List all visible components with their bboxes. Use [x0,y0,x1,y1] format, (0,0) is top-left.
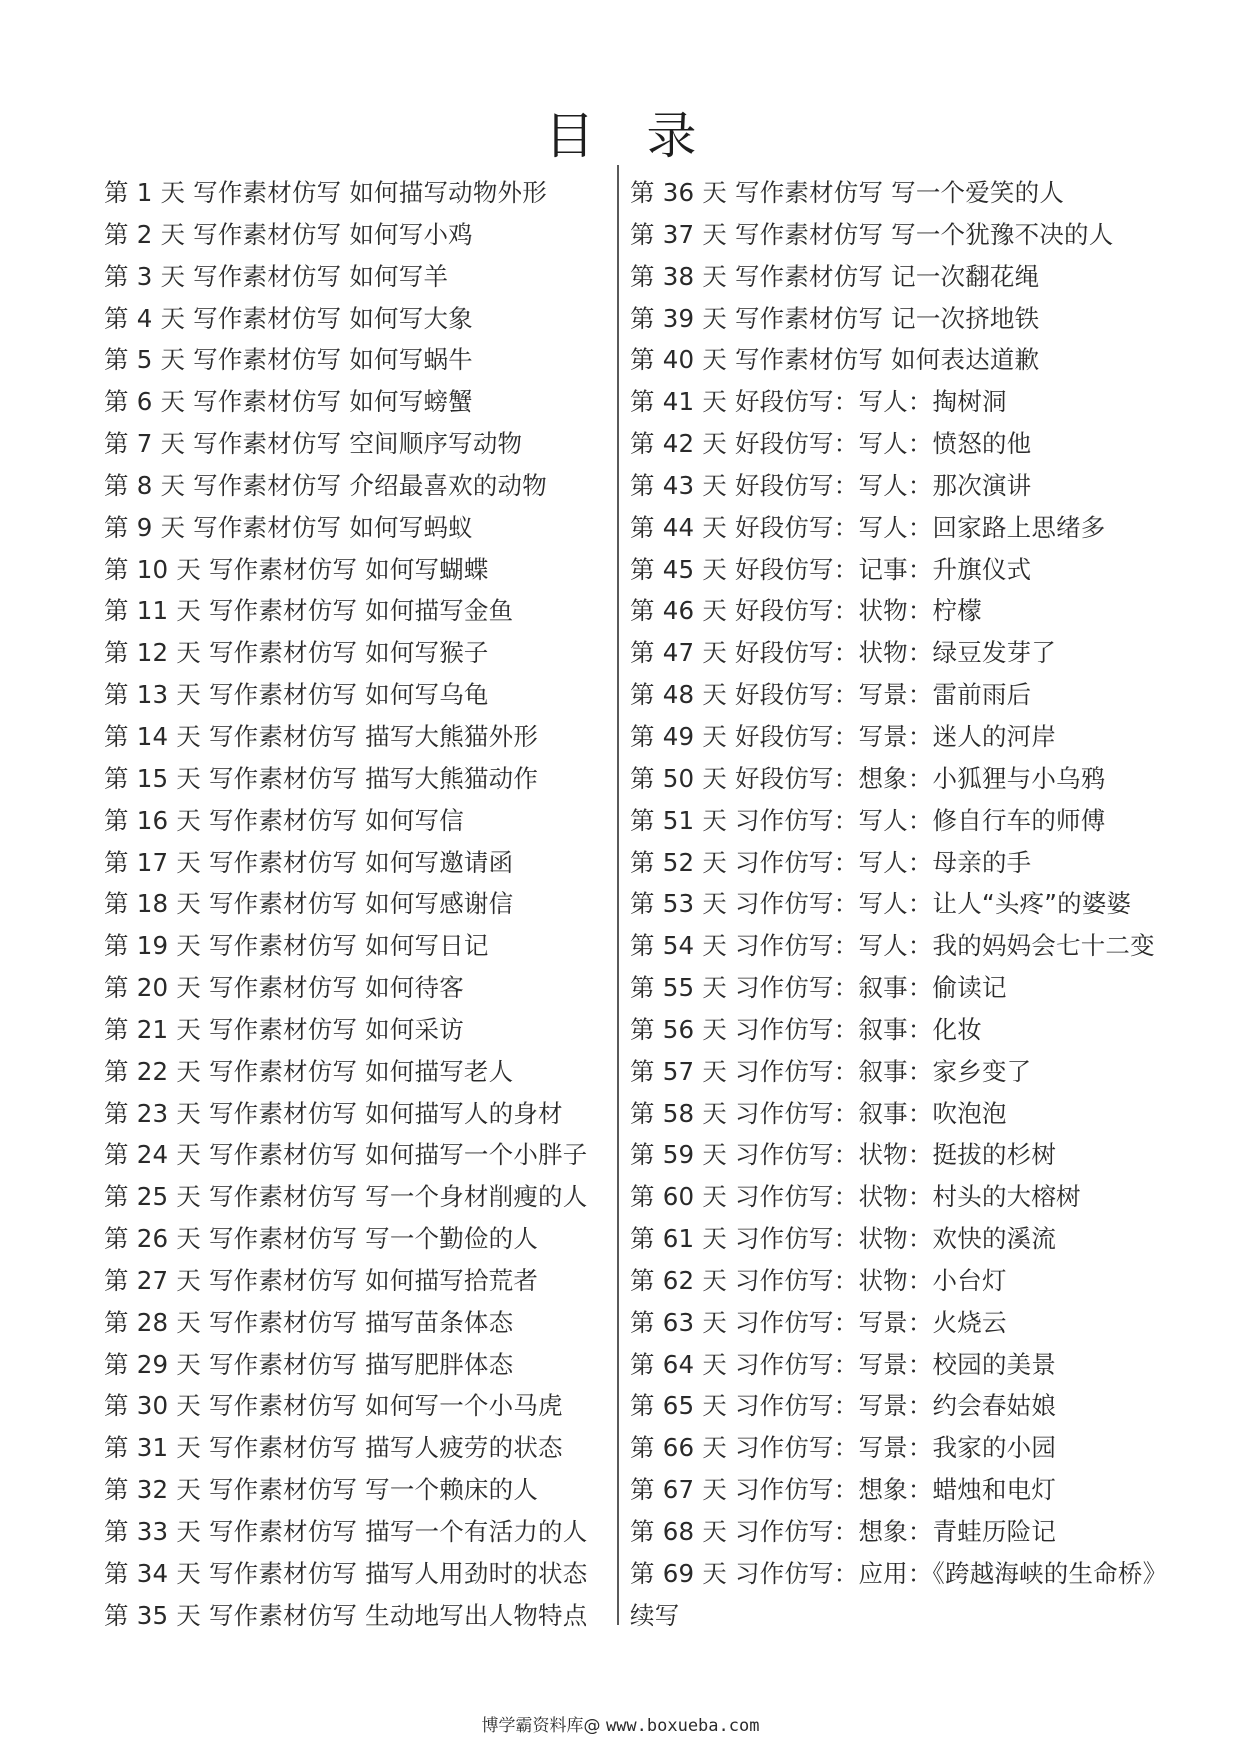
toc-entry: 第 37 天 写作素材仿写 写一个犹豫不决的人 [630,219,1114,249]
toc-entry: 第 45 天 好段仿写：记事：升旗仪式 [630,554,1032,584]
column-divider [617,165,619,1625]
toc-entry: 第 68 天 习作仿写：想象：青蛙历险记 [630,1517,1057,1546]
toc-entry: 第 42 天 好段仿写：写人：愤怒的他 [630,429,1032,459]
toc-entry: 第 54 天 习作仿写：写人：我的妈妈会七十二变 [630,931,1155,961]
toc-entry: 第 61 天 习作仿写：状物：欢快的溪流 [630,1224,1057,1254]
toc-entry: 第 19 天 写作素材仿写 如何写日记 [104,931,489,961]
toc-entry: 第 5 天 写作素材仿写 如何写蜗牛 [104,345,473,375]
toc-entry: 第 58 天 习作仿写：叙事：吹泡泡 [630,1098,1007,1128]
toc-entry: 第 24 天 写作素材仿写 如何描写一个小胖子 [104,1140,588,1170]
toc-entry: 第 47 天 好段仿写：状物：绿豆发芽了 [630,638,1057,668]
toc-entry: 第 63 天 习作仿写：写景：火烧云 [630,1307,1007,1337]
toc-entry: 第 50 天 好段仿写：想象：小狐狸与小乌鸦 [630,763,1106,793]
toc-entry: 第 52 天 习作仿写：写人：母亲的手 [630,847,1032,877]
toc-entry: 第 38 天 写作素材仿写 记一次翻花绳 [630,261,1040,291]
toc-entry: 第 51 天 习作仿写：写人：修自行车的师傅 [630,805,1106,835]
toc-entry: 第 36 天 写作素材仿写 写一个爱笑的人 [630,178,1065,207]
toc-entry: 第 53 天 习作仿写：写人：让人“头疼”的婆婆 [630,889,1132,919]
toc-entry: 续写 [630,1600,680,1630]
toc-entry: 第 35 天 写作素材仿写 生动地写出人物特点 [104,1600,588,1630]
toc-entry: 第 23 天 写作素材仿写 如何描写人的身材 [104,1098,563,1128]
toc-entry: 第 22 天 写作素材仿写 如何描写老人 [104,1056,514,1086]
toc-entry: 第 60 天 习作仿写：状物：村头的大榕树 [630,1182,1081,1212]
toc-entry: 第 8 天 写作素材仿写 介绍最喜欢的动物 [104,470,547,500]
toc-entry: 第 20 天 写作素材仿写 如何待客 [104,973,464,1003]
footer-url: www.boxueba.com [605,1716,760,1736]
toc-right-column [630,172,1168,1637]
toc-entry: 第 59 天 习作仿写：状物：挺拔的杉树 [630,1140,1057,1170]
toc-entry: 第 26 天 写作素材仿写 写一个勤俭的人 [104,1224,539,1254]
toc-entry: 第 9 天 写作素材仿写 如何写蚂蚁 [104,512,473,542]
toc-entry: 第 7 天 写作素材仿写 空间顺序写动物 [104,429,523,459]
toc-entry: 第 55 天 习作仿写：叙事：偷读记 [630,973,1007,1003]
toc-entry: 第 48 天 好段仿写：写景：雷前雨后 [630,680,1032,710]
toc-entry: 第 57 天 习作仿写：叙事：家乡变了 [630,1056,1032,1086]
toc-entry: 第 21 天 写作素材仿写 如何采访 [104,1014,464,1044]
toc-entry: 第 13 天 写作素材仿写 如何写乌龟 [104,680,489,710]
toc-entry: 第 12 天 写作素材仿写 如何写猴子 [104,638,489,668]
toc-entry: 第 67 天 习作仿写：想象：蜡烛和电灯 [630,1475,1057,1505]
toc-entry: 第 2 天 写作素材仿写 如何写小鸡 [104,219,473,249]
page-title: 目 录 [544,107,715,165]
toc-entry: 第 27 天 写作素材仿写 如何描写拾荒者 [104,1265,539,1295]
toc-entry: 第 56 天 习作仿写：叙事：化妆 [630,1014,982,1044]
toc-entry: 第 64 天 习作仿写：写景：校园的美景 [630,1349,1057,1379]
toc-entry: 第 30 天 写作素材仿写 如何写一个小马虎 [104,1391,563,1421]
toc-entry: 第 32 天 写作素材仿写 写一个赖床的人 [104,1475,539,1505]
toc-entry: 第 66 天 习作仿写：写景：我家的小园 [630,1433,1057,1463]
toc-entry: 第 41 天 好段仿写：写人：掏树洞 [630,387,1007,417]
toc-entry: 第 39 天 写作素材仿写 记一次挤地铁 [630,303,1040,333]
footer [0,1711,1241,1736]
toc-entry: 第 16 天 写作素材仿写 如何写信 [104,805,464,835]
toc-entry: 第 31 天 写作素材仿写 描写人疲劳的状态 [104,1433,563,1463]
toc-entry: 第 43 天 好段仿写：写人：那次演讲 [630,470,1032,500]
toc-entry: 第 25 天 写作素材仿写 写一个身材削瘦的人 [104,1182,588,1212]
toc-entry: 第 6 天 写作素材仿写 如何写螃蟹 [104,387,473,417]
toc-entry: 第 62 天 习作仿写：状物：小台灯 [630,1265,1007,1295]
toc-entry: 第 11 天 写作素材仿写 如何描写金鱼 [104,596,514,626]
toc-entry: 第 40 天 写作素材仿写 如何表达道歉 [630,345,1040,375]
toc-entry: 第 44 天 好段仿写：写人：回家路上思绪多 [630,512,1106,542]
footer-site-name: 博学霸资料库@ [481,1716,601,1736]
toc-entry: 第 15 天 写作素材仿写 描写大熊猫动作 [104,763,539,793]
toc-left-column [104,172,604,1637]
toc-entry: 第 10 天 写作素材仿写 如何写蝴蝶 [104,554,489,584]
toc-entry: 第 18 天 写作素材仿写 如何写感谢信 [104,889,514,919]
toc-entry: 第 65 天 习作仿写：写景：约会春姑娘 [630,1391,1057,1421]
toc-entry: 第 4 天 写作素材仿写 如何写大象 [104,303,473,333]
toc-entry: 第 29 天 写作素材仿写 描写肥胖体态 [104,1349,514,1379]
toc-entry: 第 34 天 写作素材仿写 描写人用劲时的状态 [104,1558,588,1588]
toc-entry: 第 28 天 写作素材仿写 描写苗条体态 [104,1307,514,1337]
toc-entry: 第 49 天 好段仿写：写景：迷人的河岸 [630,721,1057,751]
toc-entry: 第 33 天 写作素材仿写 描写一个有活力的人 [104,1517,588,1546]
toc-entry: 第 14 天 写作素材仿写 描写大熊猫外形 [104,721,539,751]
toc-entry: 第 1 天 写作素材仿写 如何描写动物外形 [104,178,547,207]
toc-entry: 第 69 天 习作仿写：应用：《跨越海峡的生命桥》 [630,1558,1168,1588]
toc-entry: 第 46 天 好段仿写：状物：柠檬 [630,596,982,626]
toc-entry: 第 3 天 写作素材仿写 如何写羊 [104,261,449,291]
toc-entry: 第 17 天 写作素材仿写 如何写邀请函 [104,847,514,877]
